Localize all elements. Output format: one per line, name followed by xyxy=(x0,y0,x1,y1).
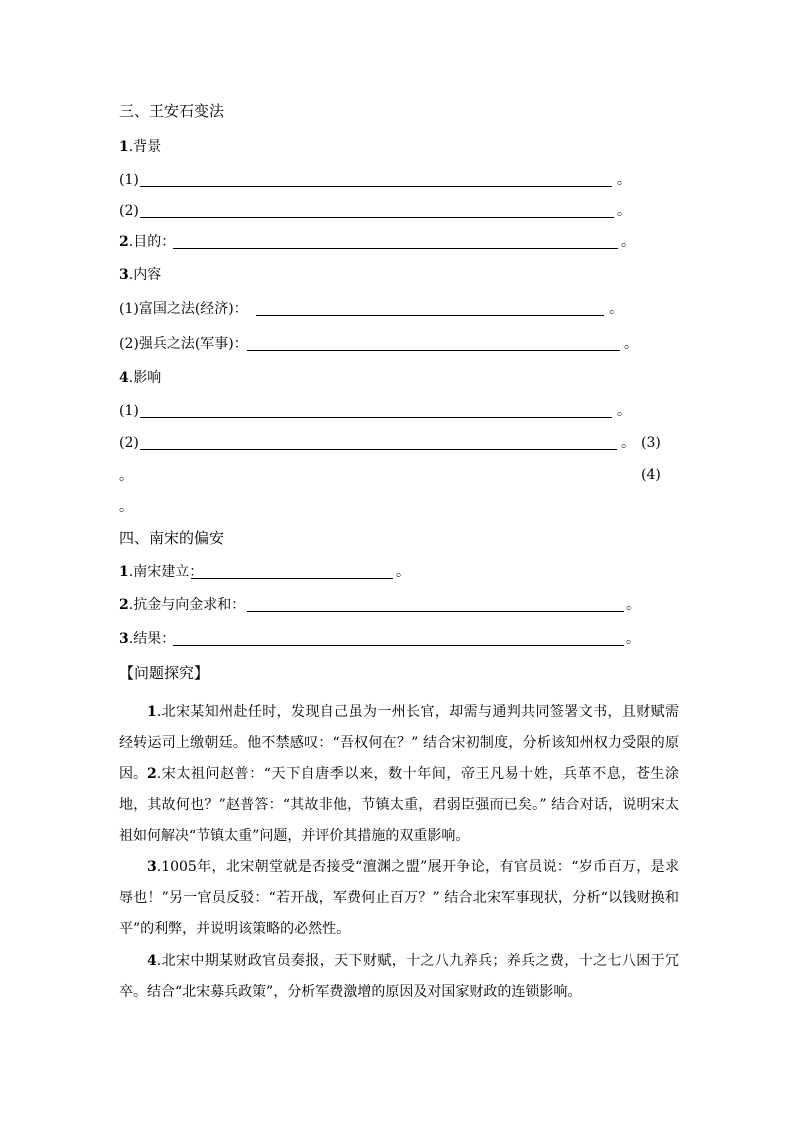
item-label: .影响 xyxy=(128,370,162,386)
impact-label xyxy=(119,371,161,385)
s4-item2-label xyxy=(119,598,245,612)
question-4 xyxy=(119,946,679,1008)
question-text: .宋太祖问赵普：“天下自唐季以来，数十年间，帝王凡易十姓，兵革不息，苍生涂地，其故何也？”赵普答：“其故非他，节镇太重，君弱臣强而已矣。” 结合对话，说明宋太祖如何解决“节镇太重”问题，并评价其措施的双重影响。 xyxy=(119,766,679,844)
question-text: .1005年，北宋朝堂就是否接受“澶渊之盟”展开争论，有官员说：“岁币百万，是求辱也！”另一官员反驳：“若开战，军费何止百万？” 结合北宋军事现状，分析“以钱财换和平”的利弊，并说明该策略的必然性。 xyxy=(119,859,679,937)
question-3 xyxy=(119,852,679,945)
item-number: 3 xyxy=(119,631,129,647)
item-label: .目的： xyxy=(128,234,176,250)
inquiry-title: 【问题探究】 xyxy=(119,664,210,682)
bg1-blank[interactable] xyxy=(140,186,612,187)
impact2-prefix: (2) xyxy=(119,435,139,451)
question-number: 2 xyxy=(147,766,157,782)
impact1-end: 。 xyxy=(617,403,631,419)
impact1-prefix: (1) xyxy=(119,403,139,419)
bg2-prefix: (2) xyxy=(119,203,139,219)
question-text: .北宋中期某财政官员奏报，天下财赋，十之八九养兵；养兵之费，十之七八困于冗卒。结合“北宋募兵政策”，分析军费激增的原因及对国家财政的连锁影响。 xyxy=(119,953,679,1000)
impact2-blank[interactable] xyxy=(140,449,617,450)
s4-item1-blank[interactable] xyxy=(191,578,393,579)
content-label xyxy=(119,268,161,282)
bg1-end: 。 xyxy=(617,172,631,188)
bg2-end: 。 xyxy=(617,203,631,219)
s4-item2-blank[interactable] xyxy=(247,611,624,612)
impact3-prefix: (3) xyxy=(641,435,661,451)
s4-item1-label xyxy=(119,565,203,579)
content1-prefix: (1)富国之法(经济)： xyxy=(119,301,248,317)
s4-item3-blank[interactable] xyxy=(173,645,624,646)
section-title-reform: 三、王安石变法 xyxy=(119,102,225,120)
item-label: .背景 xyxy=(128,139,162,155)
bg1-prefix: (1) xyxy=(119,172,139,188)
s4-item2-end: 。 xyxy=(626,597,640,613)
impact2-end: 。 xyxy=(621,435,635,451)
item-number: 2 xyxy=(119,234,129,250)
impact1-blank[interactable] xyxy=(140,417,612,418)
impact3-end: 。 xyxy=(119,468,133,484)
content2-end: 。 xyxy=(624,336,638,352)
content1-end: 。 xyxy=(609,301,623,317)
item-label: .内容 xyxy=(128,267,162,283)
question-number: 3 xyxy=(147,859,157,875)
item-number: 1 xyxy=(119,564,129,580)
content1-blank[interactable] xyxy=(256,315,604,316)
question-text: .北宋某知州赴任时，发现自己虽为一州长官，却需与通判共同签署文书，且财赋需经转运司上缴朝廷。他不禁感叹：“吾权何在？” 结合宋初制度，分析该知州权力受限的原因。 xyxy=(119,704,679,782)
purpose-blank[interactable] xyxy=(173,248,618,249)
item-background-label xyxy=(119,140,161,154)
item-number: 3 xyxy=(119,267,129,283)
question-number: 1 xyxy=(147,704,157,720)
item-label: .南宋建立： xyxy=(128,564,204,580)
section-title-southern-song: 四、南宋的偏安 xyxy=(119,529,225,547)
item-label: .结果： xyxy=(128,631,176,647)
impact4-end: 。 xyxy=(119,499,133,515)
purpose-label xyxy=(119,235,175,249)
content2-blank[interactable] xyxy=(247,350,620,351)
s4-item3-end: 。 xyxy=(626,631,640,647)
item-label: .抗金与向金求和： xyxy=(128,597,246,613)
purpose-end: 。 xyxy=(621,234,635,250)
item-number: 2 xyxy=(119,597,129,613)
s4-item1-end: 。 xyxy=(396,564,410,580)
item-number: 1 xyxy=(119,139,129,155)
impact4-prefix: (4) xyxy=(641,467,661,483)
question-2 xyxy=(119,759,679,852)
question-number: 4 xyxy=(147,953,157,969)
item-number: 4 xyxy=(119,370,129,386)
s4-item3-label xyxy=(119,632,175,646)
bg2-blank[interactable] xyxy=(140,217,614,218)
content2-prefix: (2)强兵之法(军事)： xyxy=(119,336,248,352)
